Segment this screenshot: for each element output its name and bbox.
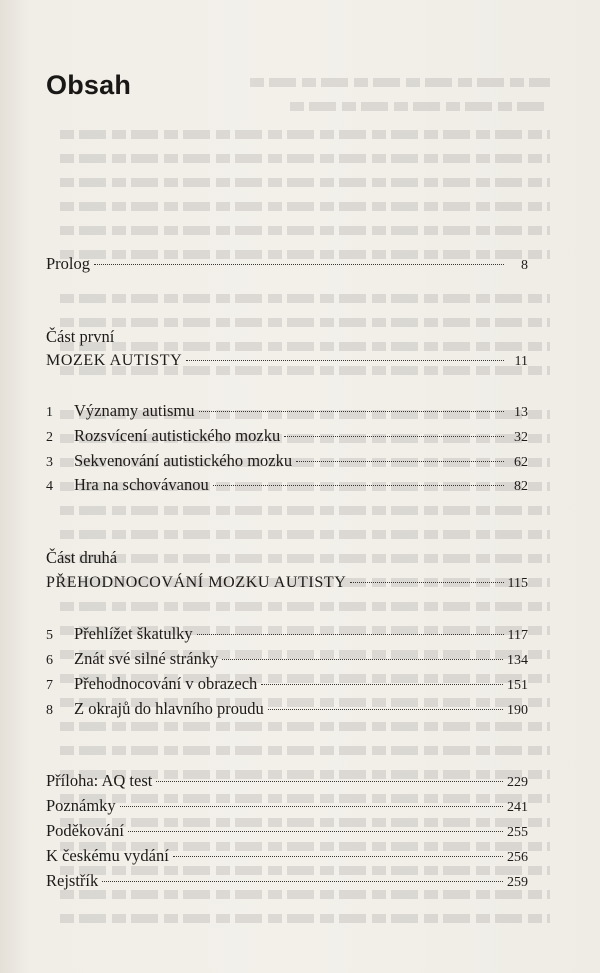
chapter-number: 5 <box>46 628 53 643</box>
toc-page-number: 259 <box>507 875 528 890</box>
dot-leader <box>173 856 503 857</box>
toc-page-number: 11 <box>514 354 528 369</box>
toc-entry-chapter[interactable] <box>46 672 528 696</box>
toc-page-number: 241 <box>507 800 528 815</box>
toc-entry-label: Přehlížet škatulky <box>74 624 193 643</box>
toc-page-number: 115 <box>507 576 528 591</box>
toc-entry-notes[interactable] <box>46 794 528 818</box>
toc-entry-label: Přehodnocování v obrazech <box>74 674 258 693</box>
toc-entry-appendix[interactable] <box>46 769 528 793</box>
dot-leader <box>94 264 504 265</box>
dot-leader <box>296 461 504 462</box>
toc-page-number: 32 <box>514 430 528 445</box>
toc-entry-chapter[interactable] <box>46 424 528 448</box>
dot-leader <box>128 831 503 832</box>
toc-entry-acknowledgements[interactable] <box>46 819 528 843</box>
toc-entry-label: Z okrajů do hlavního proudu <box>74 699 264 718</box>
toc-entry-label: Poděkování <box>46 821 124 840</box>
toc-page-number: 229 <box>507 775 528 790</box>
part-label: Část druhá <box>46 548 118 567</box>
toc-entry-chapter[interactable] <box>46 697 528 721</box>
dot-leader <box>213 485 504 486</box>
chapter-number: 4 <box>46 479 53 494</box>
toc-page-number: 134 <box>507 653 528 668</box>
chapter-number: 2 <box>46 430 53 445</box>
dot-leader <box>102 881 503 882</box>
toc-entry-part-heading[interactable] <box>46 571 528 595</box>
dot-leader <box>261 684 503 685</box>
chapter-number: 6 <box>46 653 53 668</box>
toc-entry-label: Rejstřík <box>46 871 99 890</box>
toc-entry-label: K českému vydání <box>46 846 169 865</box>
toc-page-number: 117 <box>507 628 528 643</box>
toc-entry-label: Příloha: AQ test <box>46 771 153 790</box>
toc-entry-chapter[interactable] <box>46 473 528 497</box>
toc-entry-prolog[interactable] <box>46 252 528 276</box>
toc-entry-part-heading[interactable] <box>46 349 528 373</box>
toc-entry-chapter[interactable] <box>46 622 528 646</box>
toc-entry-index[interactable] <box>46 869 528 893</box>
toc-page-number: 256 <box>507 850 528 865</box>
chapter-number: 8 <box>46 703 53 718</box>
toc-page-number: 62 <box>514 455 528 470</box>
part-label: Část první <box>46 327 115 346</box>
dot-leader <box>156 781 503 782</box>
dot-leader <box>222 659 503 660</box>
chapter-number: 7 <box>46 678 53 693</box>
toc-entry-label: MOZEK AUTISTY <box>46 352 183 369</box>
dot-leader <box>268 709 503 710</box>
toc-entry-label: Hra na schovávanou <box>74 475 209 494</box>
toc-entry-label: Prolog <box>46 254 91 273</box>
toc-entry-chapter[interactable] <box>46 647 528 671</box>
toc-entry-label: Rozsvícení autistického mozku <box>74 426 281 445</box>
toc-page-number: 190 <box>507 703 528 718</box>
dot-leader <box>120 806 503 807</box>
toc-entry-label: Znát své silné stránky <box>74 649 219 668</box>
toc-page-number: 8 <box>521 258 528 273</box>
toc-entry-czech-edition[interactable] <box>46 844 528 868</box>
dot-leader <box>199 411 504 412</box>
toc-page-number: 255 <box>507 825 528 840</box>
toc-title: Obsah <box>46 70 132 100</box>
toc-entry-label: Významy autismu <box>74 401 195 420</box>
toc-entry-label: Poznámky <box>46 796 116 815</box>
dot-leader <box>186 360 504 361</box>
toc-page-number: 13 <box>514 405 528 420</box>
dot-leader <box>284 436 504 437</box>
toc-entry-label: Sekvenování autistického mozku <box>74 451 293 470</box>
dot-leader <box>350 582 503 583</box>
toc-entry-label: PŘEHODNOCOVÁNÍ MOZKU AUTISTY <box>46 574 347 591</box>
toc-entry-chapter[interactable] <box>46 449 528 473</box>
toc-page-number: 151 <box>507 678 528 693</box>
dot-leader <box>197 634 504 635</box>
chapter-number: 3 <box>46 455 53 470</box>
toc-page-number: 82 <box>514 479 528 494</box>
chapter-number: 1 <box>46 405 53 420</box>
toc-entry-chapter[interactable] <box>46 399 528 423</box>
